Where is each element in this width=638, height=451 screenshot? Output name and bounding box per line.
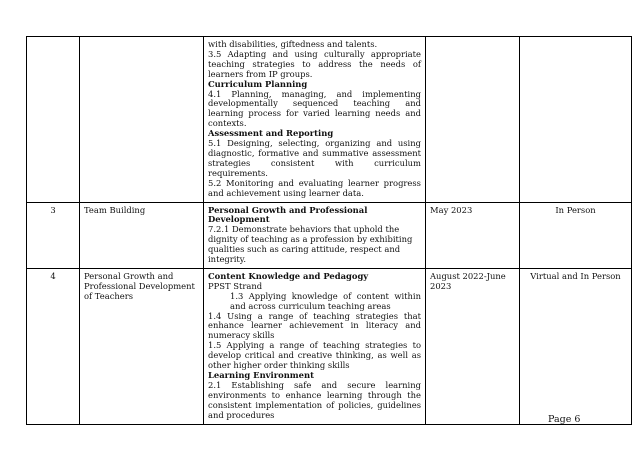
row-number-cell: 4 — [27, 268, 80, 424]
page-number: Page 6 — [548, 414, 581, 425]
objective-line: 1.4 Using a range of teaching strategies that enhance learner achievement in literacy and numeracy skills — [208, 310, 421, 341]
objective-line: 1.3 Applying knowledge of content within and across curriculum teaching areas — [230, 290, 421, 311]
objective-line: 7.2.1 Demonstrate behaviors that uphold the dignity of teaching as a profession by exhibiting qualities such as caring attitude, respect and integrity. — [208, 224, 413, 265]
activity-title-cell: Personal Growth and Professional Development of Teachers — [80, 268, 204, 424]
schedule-cell: August 2022-June 2023 — [426, 268, 520, 424]
objective-heading: Assessment and Reporting — [208, 128, 334, 139]
objectives-cell — [204, 37, 426, 203]
row-number-cell: 3 — [27, 202, 80, 268]
table-row — [27, 268, 632, 424]
objective-heading: Learning Environment — [208, 370, 314, 380]
objectives-cell — [204, 268, 426, 424]
training-plan-table — [26, 36, 632, 425]
objective-line: with disabilities, giftedness and talents. — [208, 39, 378, 49]
objective-line: 1.5 Applying a range of teaching strategies to develop critical and creative thinking, as well as other higher order thinking skills — [208, 340, 421, 371]
activity-title-cell: Team Building — [80, 202, 204, 268]
objective-line: 2.1 Establishing safe and secure learning environments to enhance learning through the consistent implementation of policies, guidelines and procedures — [208, 379, 421, 420]
schedule-cell: May 2023 — [426, 202, 520, 268]
objectives-cell — [204, 202, 426, 268]
objective-line: 5.1 Designing, selecting, organizing and using diagnostic, formative and summative assessment strategies consistent with curriculum requirements. — [208, 138, 421, 178]
table-row — [27, 202, 632, 268]
modality-cell: Virtual and In Person — [520, 268, 632, 424]
schedule-cell — [426, 37, 520, 203]
objective-heading: Content Knowledge and Pedagogy — [208, 270, 369, 281]
row-number-cell — [27, 37, 80, 203]
objective-heading: Curriculum Planning — [208, 78, 308, 89]
objective-line: 5.2 Monitoring and evaluating learner progress and achievement using learner data. — [208, 177, 421, 198]
objective-line: PPST Strand — [208, 280, 263, 291]
modality-cell — [520, 37, 632, 203]
activity-title-cell — [80, 37, 204, 203]
table-row — [27, 37, 632, 203]
objective-line: 4.1 Planning, managing, and implementing developmentally sequenced teaching and learning process for varied learning needs and contexts. — [208, 88, 421, 129]
objective-heading: Personal Growth and Professional Development — [208, 204, 368, 225]
objective-line: 3.5 Adapting and using culturally appropriate teaching strategies to address the needs of learners from IP groups. — [208, 48, 421, 79]
modality-cell: In Person — [520, 202, 632, 268]
